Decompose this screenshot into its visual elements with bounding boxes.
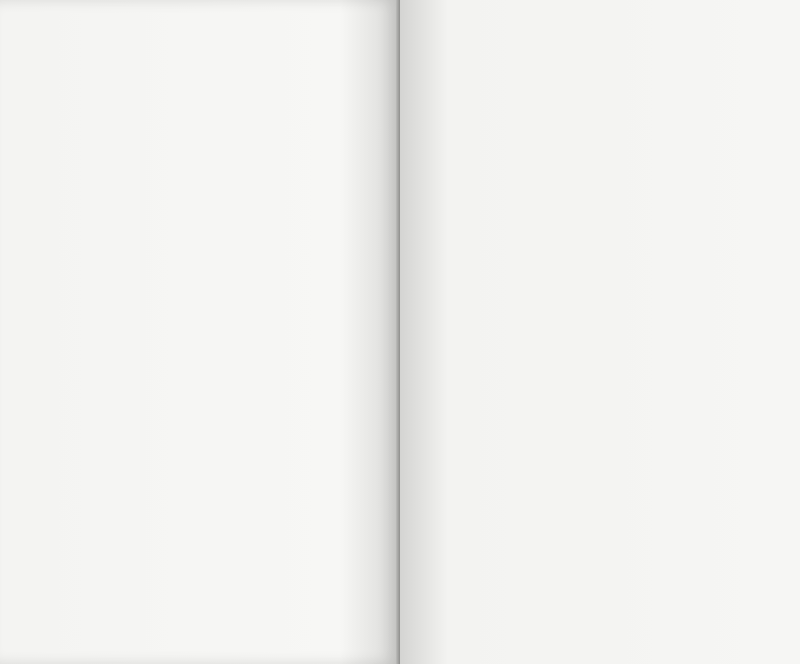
unit-6-section bbox=[70, 296, 388, 331]
answer-table bbox=[428, 108, 773, 112]
lesson-2-title bbox=[428, 108, 773, 112]
question-2 bbox=[70, 320, 388, 331]
left-page-content bbox=[60, 58, 385, 70]
answer-list-top bbox=[60, 58, 385, 70]
right-page-content bbox=[428, 66, 773, 112]
item-6-sentences bbox=[78, 59, 385, 71]
item-number bbox=[60, 58, 78, 59]
answer-item-6 bbox=[60, 58, 385, 70]
right-page bbox=[400, 0, 800, 664]
q1b-label bbox=[428, 108, 773, 112]
